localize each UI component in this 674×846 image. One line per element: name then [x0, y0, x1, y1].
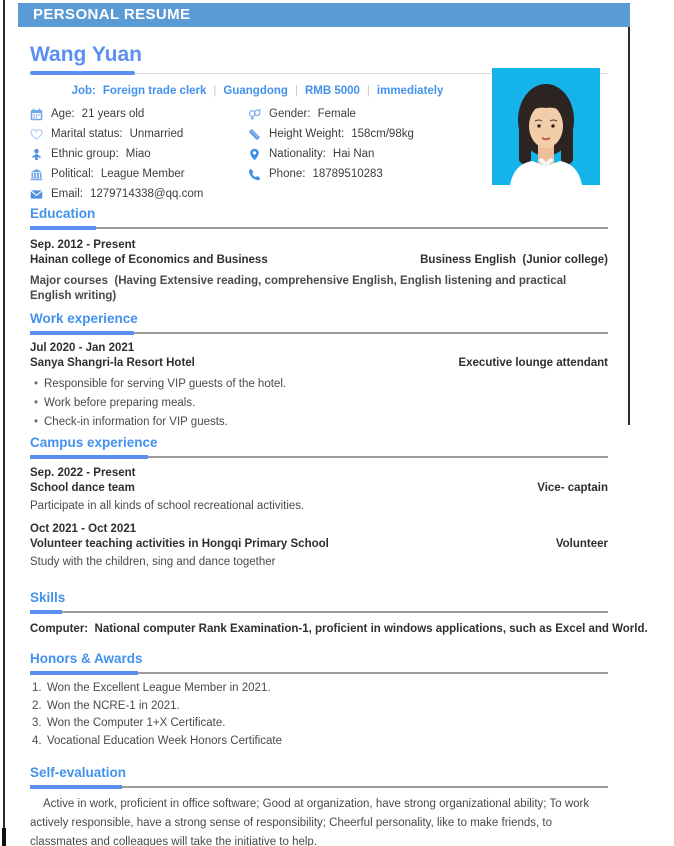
- detail-row-ethnic: [30, 144, 248, 164]
- detail-label: Political:: [51, 168, 94, 180]
- self-evaluation-text: Active in work, proficient in office software; Good at organization, have strong organizational ability; To work actively responsible, have a strong sense of responsibility; Cheerful personality, like to make friends, to classmates and colleagues will take the initiative to help.: [30, 798, 593, 846]
- section-campus-experience: [30, 434, 608, 570]
- section-work-experience: [30, 310, 608, 432]
- detail-value: League Member: [100, 168, 185, 180]
- list-item: [30, 394, 608, 413]
- detail-row-email: [30, 184, 248, 204]
- page-right-border: [628, 5, 630, 425]
- campus-org: School dance team: [30, 482, 135, 494]
- envelope-icon: [30, 188, 43, 201]
- detail-label: Gender:: [269, 108, 311, 120]
- bullet-icon: •: [34, 416, 39, 428]
- person-icon: [30, 148, 43, 161]
- detail-row-height-weight: [248, 124, 492, 144]
- bullet-icon: •: [34, 397, 39, 409]
- section-honors-awards: [30, 650, 608, 750]
- education-school: Hainan college of Economics and Business: [30, 254, 268, 266]
- honor-text: Won the NCRE-1 in 2021.: [47, 699, 180, 712]
- campus-desc: Participate in all kinds of school recreational activities.: [30, 500, 305, 512]
- detail-value: Female: [317, 108, 356, 120]
- education-period: Sep. 2012 - Present: [30, 239, 136, 251]
- title-bar-text: PERSONAL RESUME: [33, 6, 191, 23]
- work-duty: Work before preparing meals.: [44, 397, 196, 409]
- separator: |: [366, 85, 370, 97]
- list-item: [30, 375, 608, 394]
- section-underline-accent: [30, 785, 122, 789]
- page-left-border: [3, 0, 5, 846]
- calendar-icon: [30, 108, 43, 121]
- honor-text: Won the Excellent League Member in 2021.: [47, 682, 271, 694]
- heart-icon: [30, 128, 43, 141]
- section-underline-accent: [30, 331, 134, 335]
- work-position: Executive lounge attendant: [458, 357, 608, 369]
- list-number: 2.: [32, 699, 42, 712]
- job-value: Foreign trade clerk: [102, 85, 207, 97]
- skills-text: Computer: National computer Rank Examination-1, proficient in windows applications, such as Excel and World.: [30, 623, 648, 635]
- section-underline-accent: [30, 671, 138, 675]
- honor-text: Won the Computer 1+X Certificate.: [47, 717, 226, 729]
- resume-content: [30, 27, 648, 846]
- section-underline-accent: [30, 455, 148, 459]
- section-heading: Skills: [30, 590, 66, 605]
- honors-list: [30, 680, 608, 750]
- candidate-photo: [492, 68, 600, 185]
- bullet-icon: •: [34, 378, 39, 390]
- honor-text: Vocational Education Week Honors Certificate: [47, 734, 283, 747]
- page-left-border-foot: [2, 828, 6, 846]
- details-left-column: [30, 104, 248, 204]
- detail-label: Marital status:: [51, 128, 123, 140]
- section-underline-line: [134, 332, 608, 334]
- detail-value: Miao: [125, 148, 151, 160]
- section-underline-line: [96, 227, 608, 229]
- detail-value: 158cm/98kg: [351, 128, 414, 140]
- section-heading: Self-evaluation: [30, 765, 127, 780]
- separator: |: [213, 85, 217, 97]
- work-entry-row: [30, 356, 608, 371]
- education-major: Business English (Junior college): [420, 254, 608, 266]
- detail-row-political: [30, 164, 248, 184]
- detail-row-nationality: [248, 144, 492, 164]
- campus-role: Volunteer: [555, 538, 608, 550]
- detail-label: Height Weight:: [269, 128, 345, 140]
- section-underline: [30, 226, 608, 230]
- list-number: 1.: [32, 682, 42, 694]
- detail-label: Email:: [51, 188, 83, 200]
- section-self-evaluation: [30, 764, 608, 846]
- location-pin-icon: [248, 148, 261, 161]
- campus-period: Oct 2021 - Oct 2021: [30, 523, 137, 535]
- separator: |: [294, 85, 298, 97]
- detail-value: Hai Nan: [332, 148, 375, 160]
- job-label: Job:: [71, 85, 96, 97]
- detail-value: Unmarried: [129, 128, 184, 140]
- detail-label: Age:: [51, 108, 75, 120]
- section-underline: [30, 671, 608, 675]
- job-objective-line: [30, 83, 485, 99]
- detail-value: 18789510283: [312, 168, 383, 180]
- detail-value: 1279714338@qq.com: [89, 188, 204, 200]
- section-underline-line: [148, 456, 608, 458]
- work-duty: Check-in information for VIP guests.: [44, 416, 228, 428]
- campus-entry: [30, 466, 608, 514]
- campus-period: Sep. 2022 - Present: [30, 467, 136, 479]
- list-item: [30, 413, 608, 432]
- section-underline: [30, 331, 608, 335]
- campus-entry: [30, 522, 608, 570]
- list-item: [30, 680, 608, 698]
- work-company: Sanya Shangri-la Resort Hotel: [30, 357, 195, 369]
- section-underline-line: [138, 672, 608, 674]
- campus-entry-row: [30, 481, 608, 496]
- section-heading: Work experience: [30, 311, 138, 326]
- gender-icon: [248, 108, 261, 121]
- section-underline: [30, 610, 608, 614]
- section-education: [30, 205, 608, 302]
- personal-details: [30, 104, 492, 204]
- detail-row-phone: [248, 164, 492, 184]
- education-entry-row: [30, 253, 608, 268]
- candidate-name: Wang Yuan: [30, 43, 143, 66]
- detail-label: Phone:: [269, 168, 306, 180]
- work-period: Jul 2020 - Jan 2021: [30, 342, 135, 354]
- list-item: [30, 715, 608, 733]
- detail-row-gender: [248, 104, 492, 124]
- section-underline-accent: [30, 226, 96, 230]
- section-underline-accent: [30, 610, 62, 614]
- work-duties-list: [30, 375, 608, 432]
- detail-label: Nationality:: [269, 148, 326, 160]
- ruler-pencil-icon: [248, 128, 261, 141]
- section-underline: [30, 785, 608, 789]
- campus-desc: Study with the children, sing and dance together: [30, 556, 276, 568]
- work-duty: Responsible for serving VIP guests of the hotel.: [44, 378, 287, 390]
- section-underline: [30, 455, 608, 459]
- detail-row-marital: [30, 124, 248, 144]
- list-item: [30, 733, 608, 751]
- section-underline-line: [62, 611, 608, 613]
- detail-value: 21 years old: [81, 108, 145, 120]
- phone-icon: [248, 168, 261, 181]
- list-number: 4.: [32, 734, 42, 747]
- bank-icon: [30, 168, 43, 181]
- list-item: [30, 698, 608, 716]
- section-heading: Honors & Awards: [30, 651, 143, 666]
- education-courses: Major courses (Having Extensive reading, comprehensive English, English listening and practical English writing): [30, 275, 570, 302]
- title-bar: [18, 3, 630, 27]
- campus-org: Volunteer teaching activities in Hongqi Primary School: [30, 538, 329, 550]
- name-underline-accent: [30, 71, 135, 75]
- job-availability: immediately: [376, 85, 444, 97]
- job-salary: RMB 5000: [304, 85, 360, 97]
- detail-row-age: [30, 104, 248, 124]
- campus-role: Vice- captain: [537, 482, 608, 494]
- section-heading: Education: [30, 206, 96, 221]
- detail-label: Ethnic group:: [51, 148, 119, 160]
- section-skills: [30, 589, 648, 637]
- details-right-column: [248, 104, 492, 204]
- campus-entry-row: [30, 537, 608, 552]
- section-heading: Campus experience: [30, 435, 158, 450]
- section-underline-line: [122, 786, 608, 788]
- job-location: Guangdong: [223, 85, 288, 97]
- list-number: 3.: [32, 717, 42, 729]
